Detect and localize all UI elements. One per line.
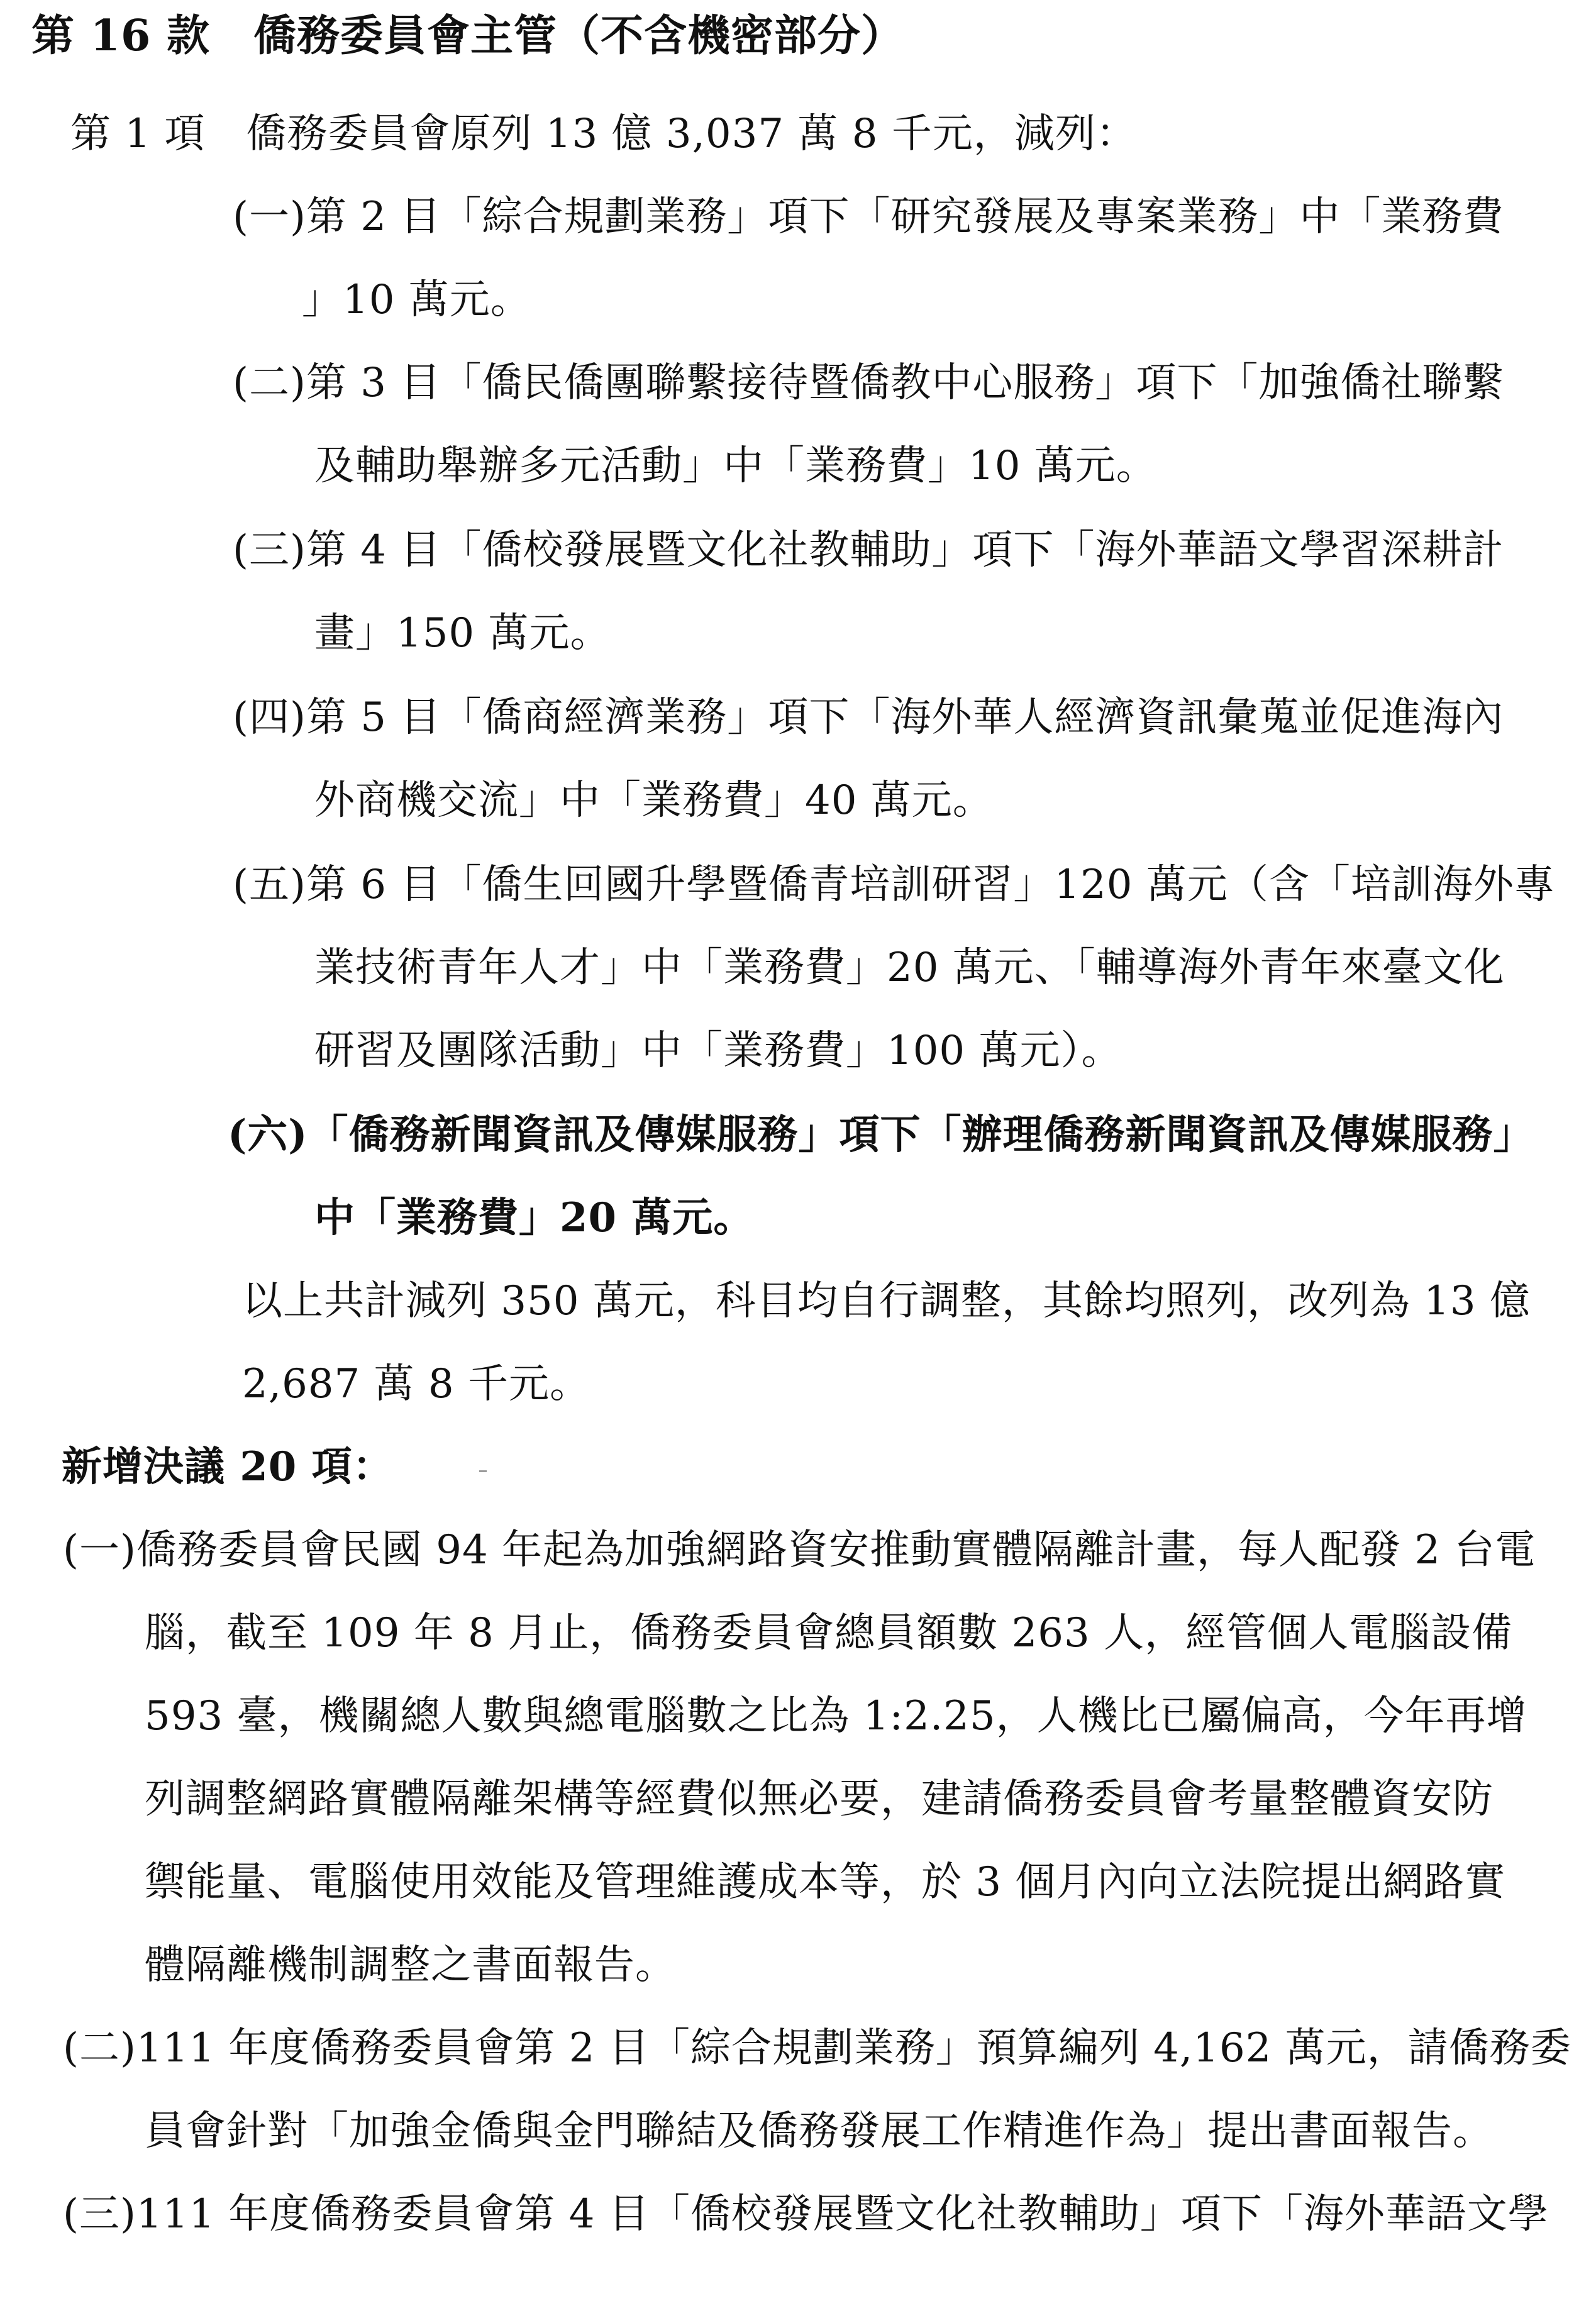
reduction-entry-4-line-2: 外商機交流」中「業務費」40 萬元。 [314, 777, 994, 824]
reduction-entry-2-line-2: 及輔助舉辦多元活動」中「業務費」10 萬元。 [314, 443, 1157, 489]
reduction-entry-1-line-2: 」10 萬元。 [302, 277, 531, 323]
resolution-2-line-1: (二)111 年度僑務委員會第 2 目「綜合規劃業務」預算編列 4,162 萬元，請僑務委 [63, 2025, 1571, 2071]
resolution-1-line-5: 禦能量、電腦使用效能及管理維護成本等，於 3 個月內向立法院提出網路實 [145, 1859, 1506, 1905]
resolution-1-line-1: (一)僑務委員會民國 94 年起為加強網路資安推動實體隔離計畫，每人配發 2 台電 [63, 1527, 1536, 1573]
reduction-entry-6-line-2: 中「業務費」20 萬元。 [314, 1194, 755, 1241]
reduction-summary-line-2: 2,687 萬 8 千元。 [242, 1361, 590, 1407]
reduction-summary-line-1: 以上共計減列 350 萬元，科目均自行調整，其餘均照列，改列為 13 億 [242, 1278, 1531, 1324]
reduction-entry-4-line-1: (四)第 5 目「僑商經濟業務」項下「海外華人經濟資訊彙蒐並促進海內 [233, 694, 1504, 741]
resolution-1-line-2: 腦，截至 109 年 8 月止，僑務委員會總員額數 263 人，經管個人電腦設備 [145, 1610, 1513, 1656]
resolution-3-line-1: (三)111 年度僑務委員會第 4 目「僑校發展暨文化社教輔助」項下「海外華語文學 [63, 2191, 1549, 2238]
reduction-entry-3-line-1: (三)第 4 目「僑校發展暨文化社教輔助」項下「海外華語文學習深耕計 [233, 527, 1504, 574]
item-intro: 第 1 項 僑務委員會原列 13 億 3,037 萬 8 千元，減列： [70, 111, 1137, 157]
scan-speck [479, 1470, 487, 1472]
reduction-entry-6-line-1: (六)「僑務新聞資訊及傳媒服務」項下「辦理僑務新聞資訊及傳媒服務」 [228, 1111, 1534, 1158]
reduction-entry-5-line-1: (五)第 6 目「僑生回國升學暨僑青培訓研習」120 萬元（含「培訓海外專 [233, 862, 1555, 908]
reduction-entry-5-line-2: 業技術青年人才」中「業務費」20 萬元、「輔導海外青年來臺文化 [314, 945, 1505, 991]
reduction-entry-5-line-3: 研習及團隊活動」中「業務費」100 萬元）。 [314, 1028, 1122, 1074]
reduction-entry-3-line-2: 畫」150 萬元。 [314, 610, 611, 657]
reduction-entry-2-line-1: (二)第 3 目「僑民僑團聯繫接待暨僑教中心服務」項下「加強僑社聯繫 [233, 360, 1504, 406]
resolution-1-line-3: 593 臺，機關總人數與總電腦數之比為 1:2.25，人機比已屬偏高，今年再增 [145, 1693, 1527, 1739]
resolution-1-line-6: 體隔離機制調整之書面報告。 [145, 1942, 676, 1988]
reduction-entry-1-line-1: (一)第 2 目「綜合規劃業務」項下「研究發展及專案業務」中「業務費 [233, 194, 1504, 240]
resolutions-heading: 新增決議 20 項： [62, 1443, 394, 1490]
resolution-2-line-2: 員會針對「加強金僑與金門聯結及僑務發展工作精進作為」提出書面報告。 [145, 2108, 1493, 2154]
resolution-1-line-4: 列調整網路實體隔離架構等經費似無必要，建請僑務委員會考量整體資安防 [145, 1776, 1493, 1822]
section-title: 第 16 款 僑務委員會主管（不含機密部分） [31, 11, 904, 61]
